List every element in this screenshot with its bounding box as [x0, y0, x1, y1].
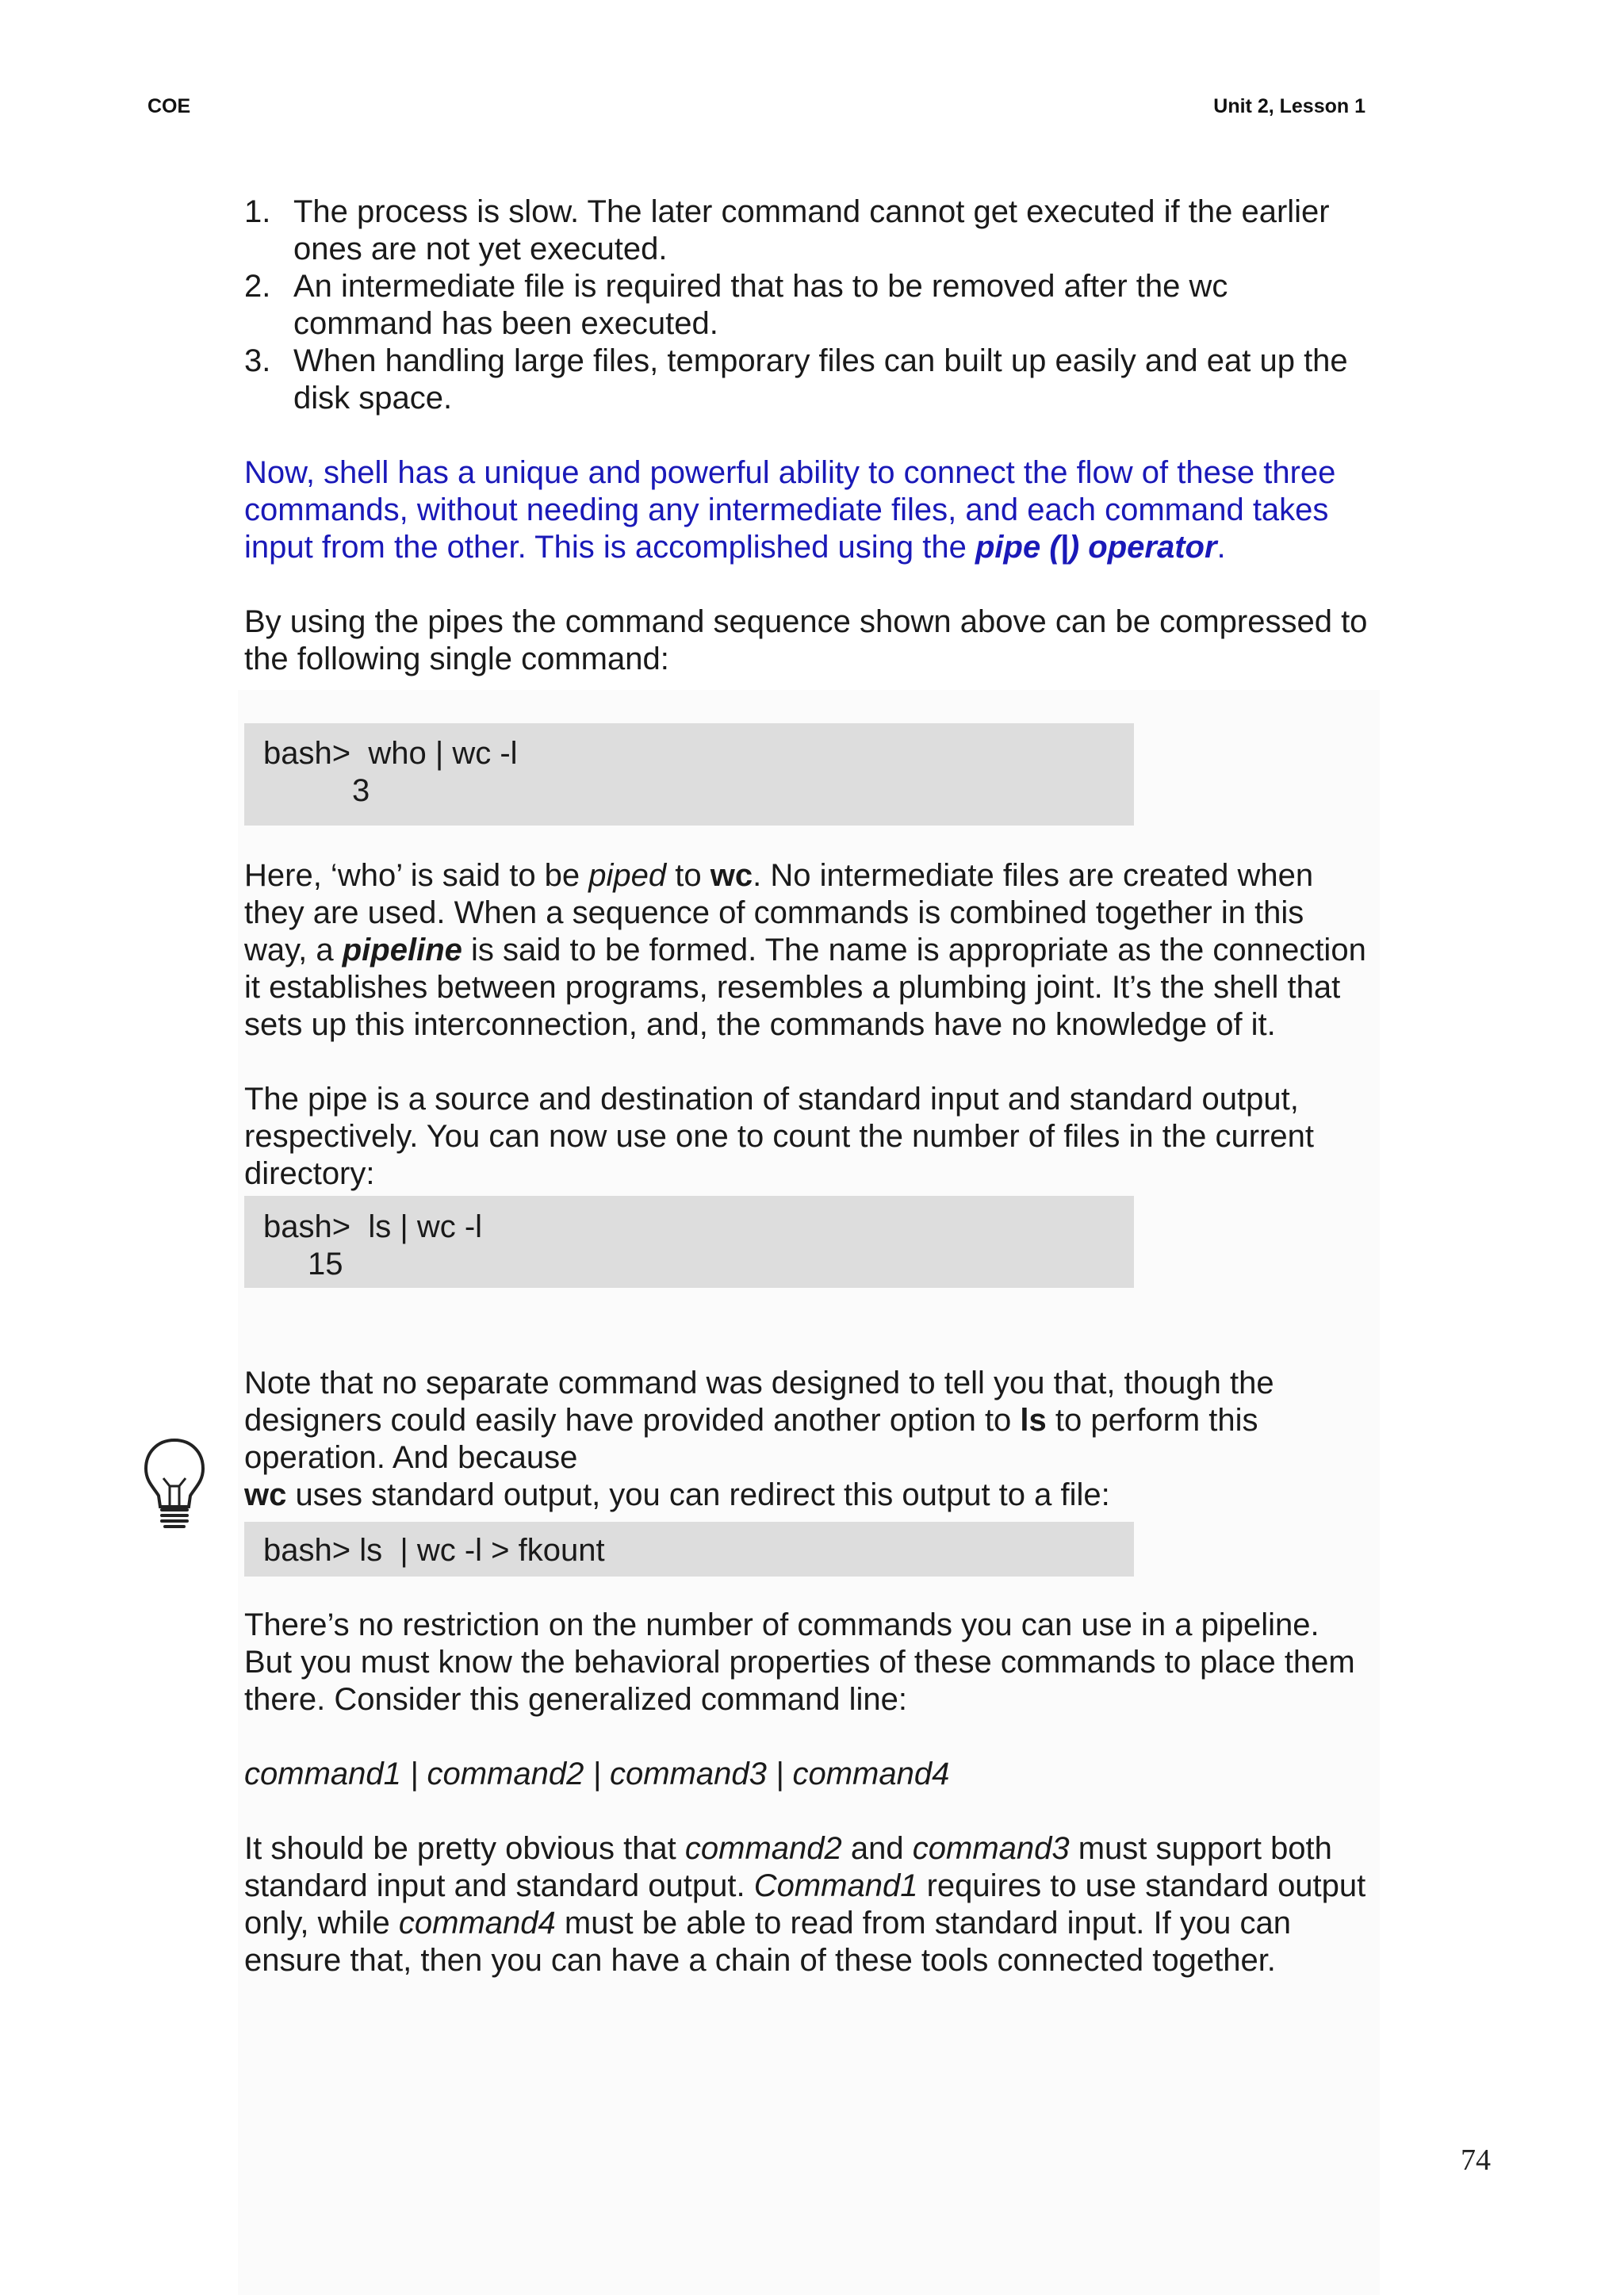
header-right: Unit 2, Lesson 1: [1213, 95, 1365, 117]
list-item: 1. The process is slow. The later command cannot get executed if the earlier ones are not yet executed.: [244, 194, 1330, 266]
compress-paragraph: By using the pipes the command sequence shown above can be compressed to the following single command:: [244, 604, 1368, 676]
code-block-who: [244, 723, 1134, 826]
pipe-operator-term: pipe (|) operator: [975, 530, 1217, 565]
note-paragraph: Note that no separate command was designed to tell you that, though the designers could easily have provided another option to ls to perform this operation. And because wc uses standard output, you can redirect this output to a file:: [244, 1366, 1274, 1512]
reasons-list: [244, 193, 1370, 417]
code-block-redirect: [244, 1522, 1134, 1577]
code-line: bash> who | wc -l: [263, 736, 518, 771]
obvious-paragraph: It should be pretty obvious that command2 and command3 must support both standard input and standard output. Command1 requires to use standard output only, while command4 must be able to read from standard input. If you can ensure that, then you can have a chain of these tools connected together.: [244, 1831, 1366, 1978]
source-paragraph: The pipe is a source and destination of standard input and standard output, respectively. You can now use one to count the number of files in the current directory:: [244, 1082, 1314, 1191]
code-output: 3: [352, 773, 370, 808]
main-content: [244, 193, 1370, 1979]
page-number: 74: [1461, 2144, 1491, 2177]
restriction-paragraph: There’s no restriction on the number of commands you can use in a pipeline. But you must know the behavioral properties of these commands to place them there. Consider this generalized command line:: [244, 1607, 1355, 1717]
code-line: bash> ls | wc -l > fkount: [263, 1533, 605, 1568]
lightbulb-icon: [141, 1437, 208, 1534]
code-output: 15: [308, 1247, 343, 1282]
pipe-paragraph: Now, shell has a unique and powerful ability to connect the flow of these three commands, without needing any intermediate files, and each command takes input from the other. This is accomplished using the pipe (|) operator.: [244, 455, 1336, 565]
code-line: bash> ls | wc -l: [263, 1209, 483, 1244]
list-item: 2. An intermediate file is required that has to be removed after the wc command has been executed.: [244, 269, 1228, 341]
piped-paragraph: Here, ‘who’ is said to be piped to wc. No intermediate files are created when they are used. When a sequence of commands is combined together in this way, a pipeline is said to be formed. The name is appropriate as the connection it establishes between programs, resembles a plumbing joint. It’s the shell that sets up this interconnection, and, the commands have no knowledge of it.: [244, 858, 1366, 1042]
generalized-command: command1 | command2 | command3 | command4: [244, 1757, 950, 1791]
list-item: 3. When handling large files, temporary files can built up easily and eat up the disk space.: [244, 343, 1348, 416]
code-block-ls: [244, 1196, 1134, 1288]
header-left: COE: [147, 95, 191, 117]
